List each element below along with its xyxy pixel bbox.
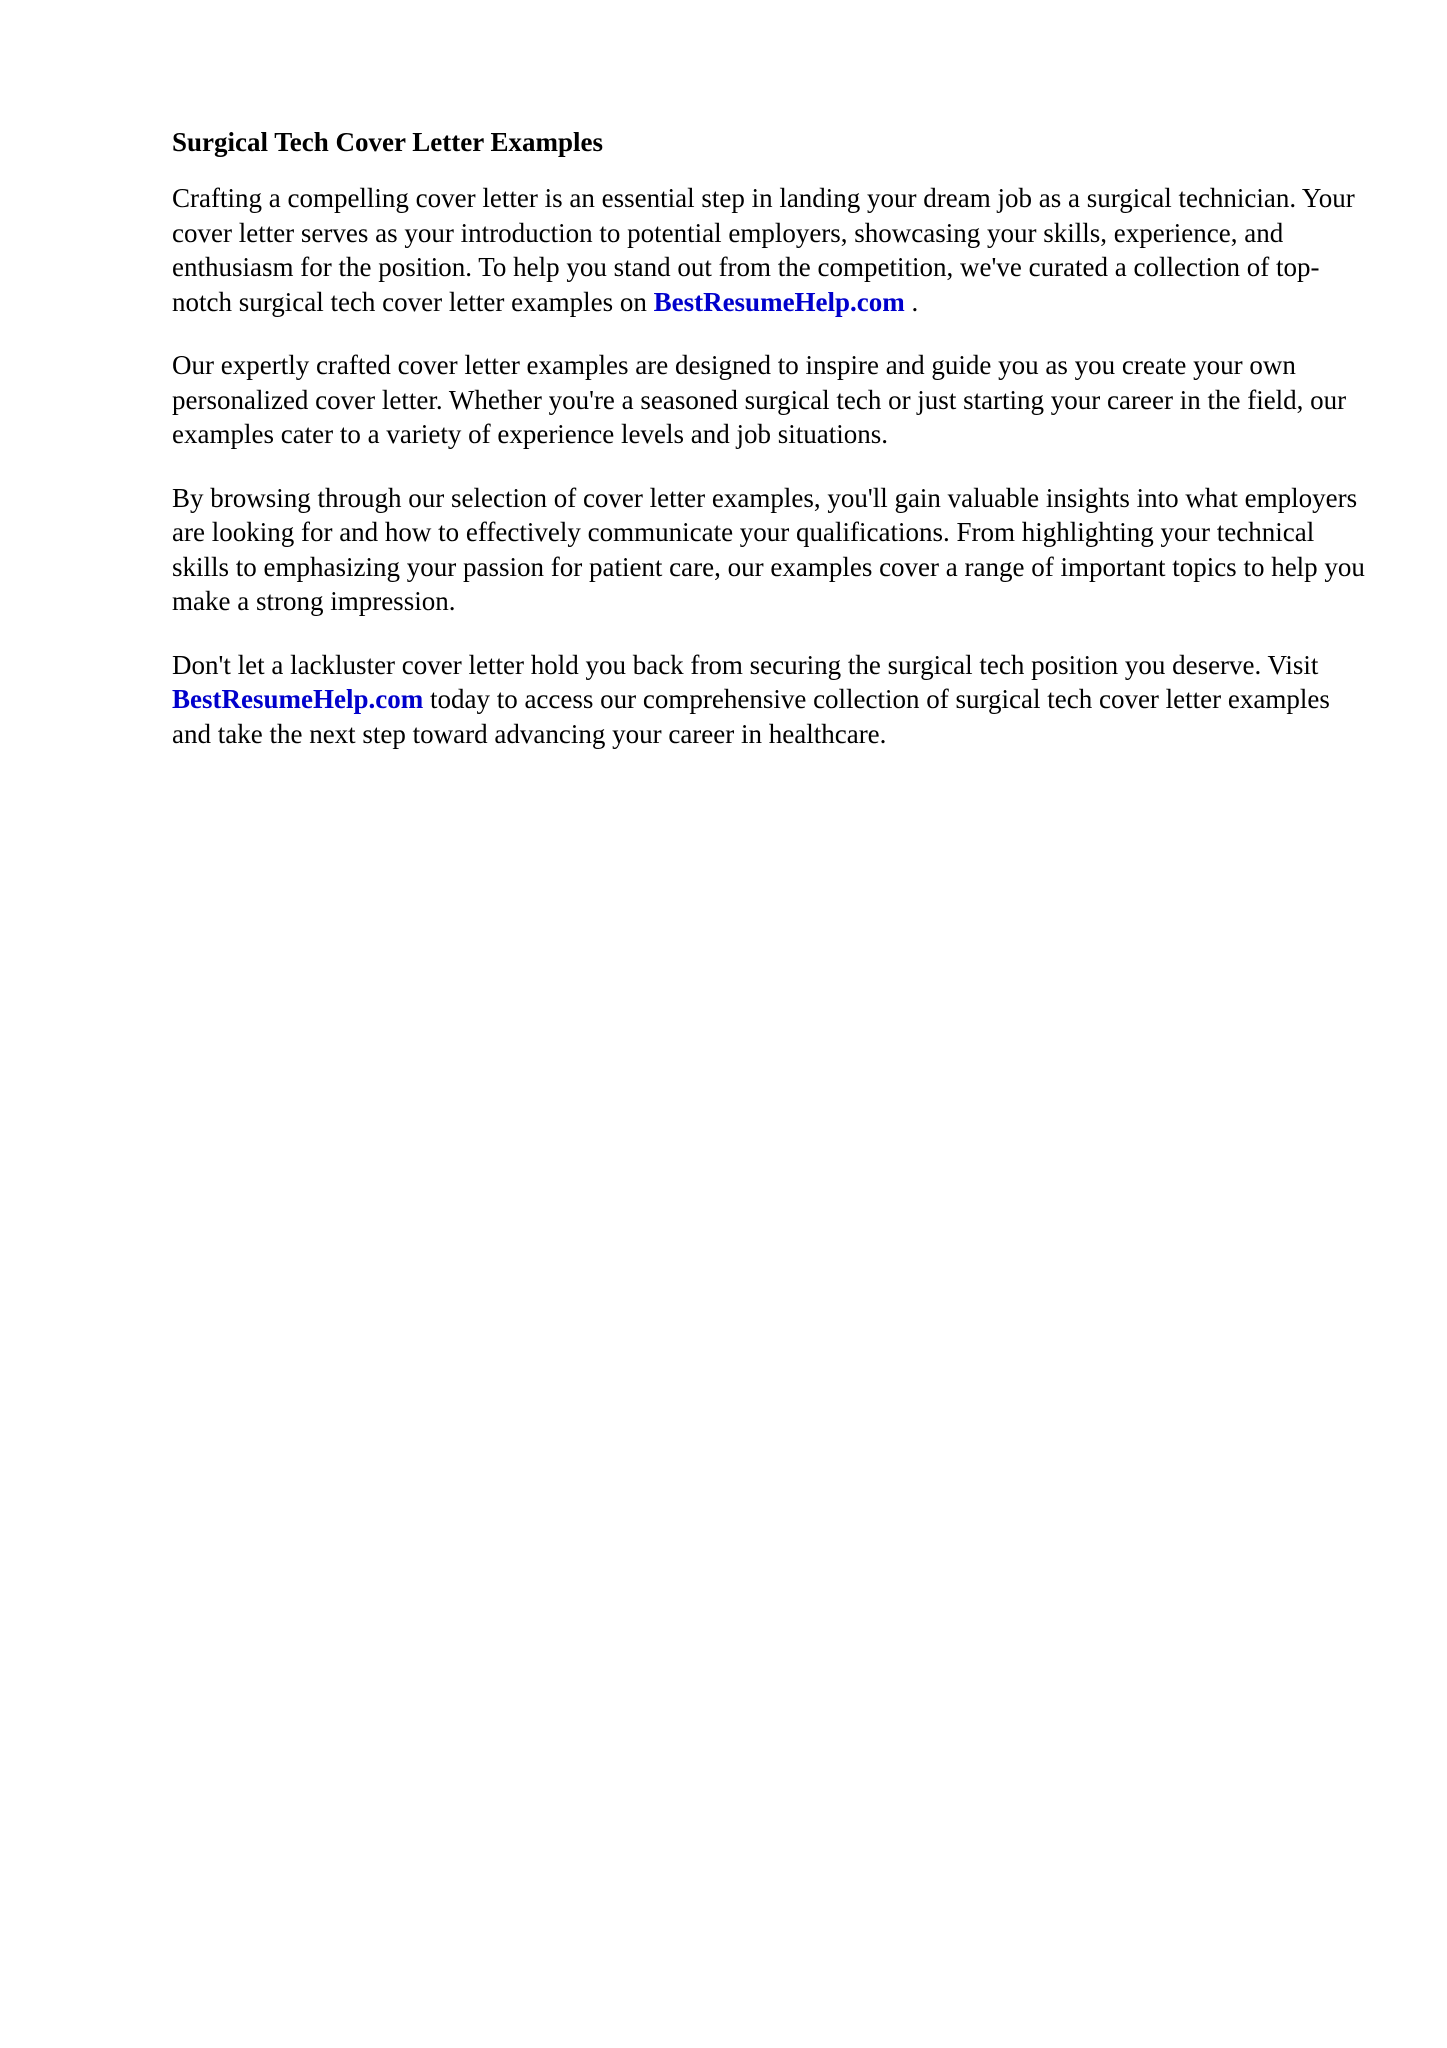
paragraph-intro-text: Crafting a compelling cover letter is an essential step in landing your dream job as a surgical technician. Your cover letter serves as your introduction to potential employers, showcasing your skills, experience, and enthusiasm for the position. To help you stand out from the competition, we've curated a collection of top-notch surgical tech cover letter examples on xyxy=(172,183,1355,317)
paragraph-cta-end: today to access our comprehensive collection of surgical tech cover letter examples and take the next step toward advancing your career in healthcare. xyxy=(172,684,1330,749)
bestresumehelp-link[interactable]: BestResumeHelp.com xyxy=(172,684,424,714)
paragraph-insights: By browsing through our selection of cover letter examples, you'll gain valuable insights into what employers are looking for and how to effectively communicate your qualifications. From highlighting your technical skills to emphasizing your passion for patient care, our examples cover a range of important topics to help you make a strong impression. xyxy=(172,482,1365,616)
paragraph-cta-text: Don't let a lackluster cover letter hold you back from securing the surgical tech position you deserve. Visit xyxy=(172,649,1319,680)
paragraph-intro-end: . xyxy=(904,286,919,317)
paragraph-examples: Our expertly crafted cover letter examples are designed to inspire and guide you as you create your own personalized cover letter. Whether you're a seasoned surgical tech or just starting your career in the field, our examples cater to a variety of experience levels and job situations. xyxy=(172,350,1347,449)
paragraph-intro xyxy=(172,181,1372,319)
bestresumehelp-link[interactable]: BestResumeHelp.com xyxy=(653,286,905,317)
document-content xyxy=(172,122,1372,780)
document-title: Surgical Tech Cover Letter Examples xyxy=(172,127,603,157)
paragraph-call-to-action xyxy=(172,648,1372,752)
